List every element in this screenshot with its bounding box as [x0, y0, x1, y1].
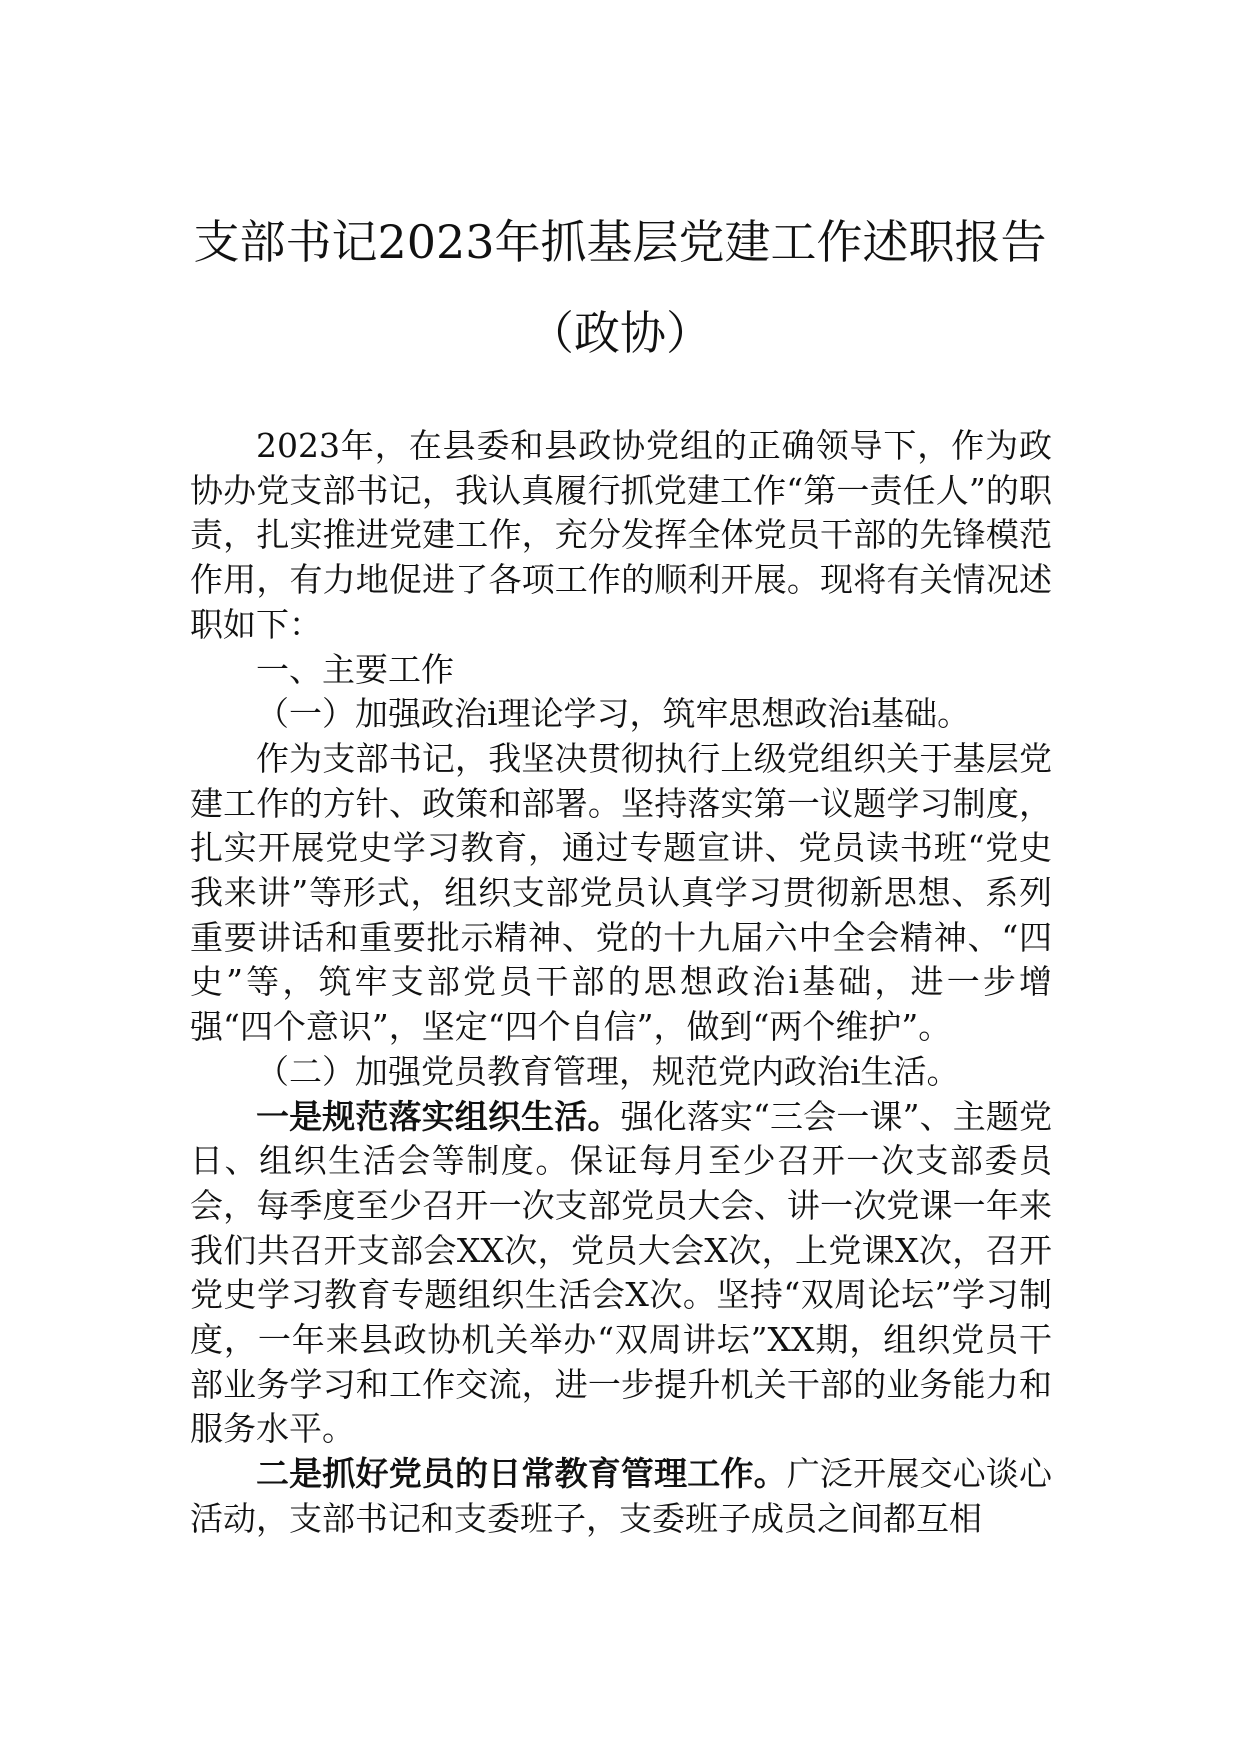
subsection-1-paragraph: 作为支部书记，我坚决贯彻执行上级党组织关于基层党建工作的方针、政策和部署。坚持落实第一议题学习制度，扎实开展党史学习教育，通过专题宣讲、党员读书班“党史我来讲”等形式，组织支部党员认真学习贯彻新思想、系列重要讲话和重要批示精神、党的十九届六中全会精神、“四史”等，筑牢支部党员干部的思想政治i基础，进一步增强“四个意识”，坚定“四个自信”，做到“两个维护”。 — [190, 738, 1052, 1047]
point-1-lead: 一是规范落实组织生活。 — [256, 1096, 621, 1136]
point-1-paragraph — [190, 1095, 1052, 1453]
point-2-paragraph — [190, 1452, 1052, 1541]
point-2-text: 广泛开展交心谈心活动，支部书记和支委班子，支委班子成员之间都互相 — [190, 1454, 1053, 1538]
point-1-text: 强化落实“三会一课”、主题党日、组织生活会等制度。保证每月至少召开一次支部委员会，每季度至少召开一次支部党员大会、讲一次党课一年来我们共召开支部会XX次，党员大会X次，上党课X次，召开党史学习教育专题组织生活会X次。坚持“双周论坛”学习制度，一年来县政协机关举办“双周讲坛”XX期，组织党员干部业务学习和工作交流，进一步提升机关干部的业务能力和服务水平。 — [190, 1096, 1053, 1449]
intro-paragraph: 2023年，在县委和县政协党组的正确领导下，作为政协办党支部书记，我认真履行抓党建工作“第一责任人”的职责，扎实推进党建工作，充分发挥全体党员干部的先锋模范作用，有力地促进了各项工作的顺利开展。现将有关情况述职如下： — [190, 426, 1052, 644]
document-subtitle: （政协） — [528, 306, 712, 360]
section-heading-main-work: 一、主要工作 — [256, 649, 454, 689]
document-title: 支部书记2023年抓基层党建工作述职报告 — [193, 215, 1047, 269]
document-body — [190, 424, 1052, 1542]
subsection-heading-1: （一）加强政治i理论学习，筑牢思想政治i基础。 — [256, 694, 971, 734]
point-2-lead: 二是抓好党员的日常教育管理工作。 — [256, 1454, 787, 1494]
subsection-heading-2: （二）加强党员教育管理，规范党内政治i生活。 — [256, 1051, 960, 1091]
